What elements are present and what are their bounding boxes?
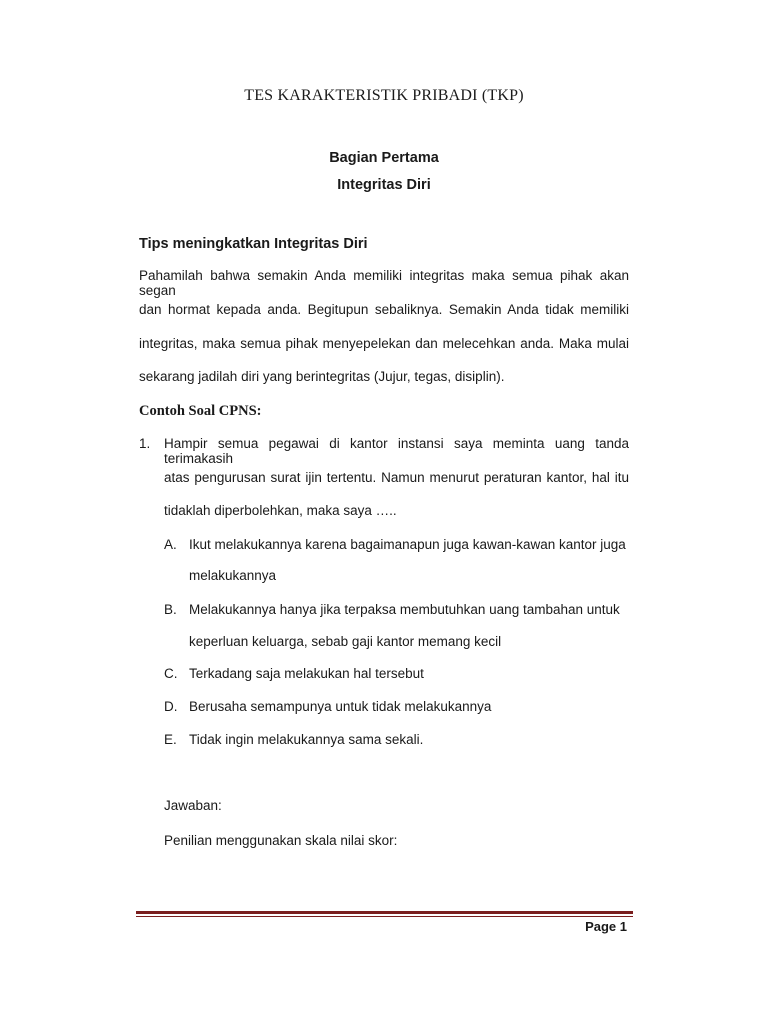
- tips-paragraph-line: integritas, maka semua pihak menyepelekan dan melecehkan anda. Maka mulai: [139, 336, 629, 351]
- option-d-text: Berusaha semampunya untuk tidak melakukannya: [189, 699, 492, 714]
- question-number: 1.: [139, 436, 151, 451]
- subsection-title: Integritas Diri: [337, 177, 431, 193]
- question-line: tidaklah diperbolehkan, maka saya …..: [164, 503, 397, 518]
- question-line: Hampir semua pegawai di kantor instansi saya meminta uang tanda terimakasih: [164, 436, 629, 466]
- footer-divider-thin: [136, 916, 633, 917]
- tips-paragraph-line: Pahamilah bahwa semakin Anda memiliki integritas maka semua pihak akan segan: [139, 268, 629, 298]
- tips-paragraph-line: dan hormat kepada anda. Begitupun sebaliknya. Semakin Anda tidak memiliki: [139, 302, 629, 317]
- page-number: Page 1: [585, 919, 627, 934]
- footer-divider: [136, 911, 633, 914]
- example-heading: Contoh Soal CPNS:: [139, 403, 262, 419]
- option-b-text: keperluan keluarga, sebab gaji kantor memang kecil: [189, 634, 502, 649]
- option-a-text: melakukannya: [189, 568, 277, 583]
- option-b-letter: B.: [164, 602, 177, 617]
- option-b-text: Melakukannya hanya jika terpaksa membutuhkan uang tambahan untuk: [189, 602, 620, 617]
- tips-heading: Tips meningkatkan Integritas Diri: [139, 236, 368, 252]
- document-title: TES KARAKTERISTIK PRIBADI (TKP): [244, 87, 524, 104]
- option-a-letter: A.: [164, 537, 177, 552]
- section-title: Bagian Pertama: [329, 150, 439, 166]
- option-a-text: Ikut melakukannya karena bagaimanapun juga kawan-kawan kantor juga: [189, 537, 626, 552]
- question-line: atas pengurusan surat ijin tertentu. Namun menurut peraturan kantor, hal itu: [164, 470, 629, 485]
- option-c-letter: C.: [164, 666, 178, 681]
- tips-paragraph-line: sekarang jadilah diri yang berintegritas (Jujur, tegas, disiplin).: [139, 369, 505, 384]
- scoring-text: Penilian menggunakan skala nilai skor:: [164, 833, 398, 848]
- option-e-letter: E.: [164, 732, 177, 747]
- option-e-text: Tidak ingin melakukannya sama sekali.: [189, 732, 424, 747]
- option-d-letter: D.: [164, 699, 178, 714]
- option-c-text: Terkadang saja melakukan hal tersebut: [189, 666, 424, 681]
- answer-label: Jawaban:: [164, 798, 222, 813]
